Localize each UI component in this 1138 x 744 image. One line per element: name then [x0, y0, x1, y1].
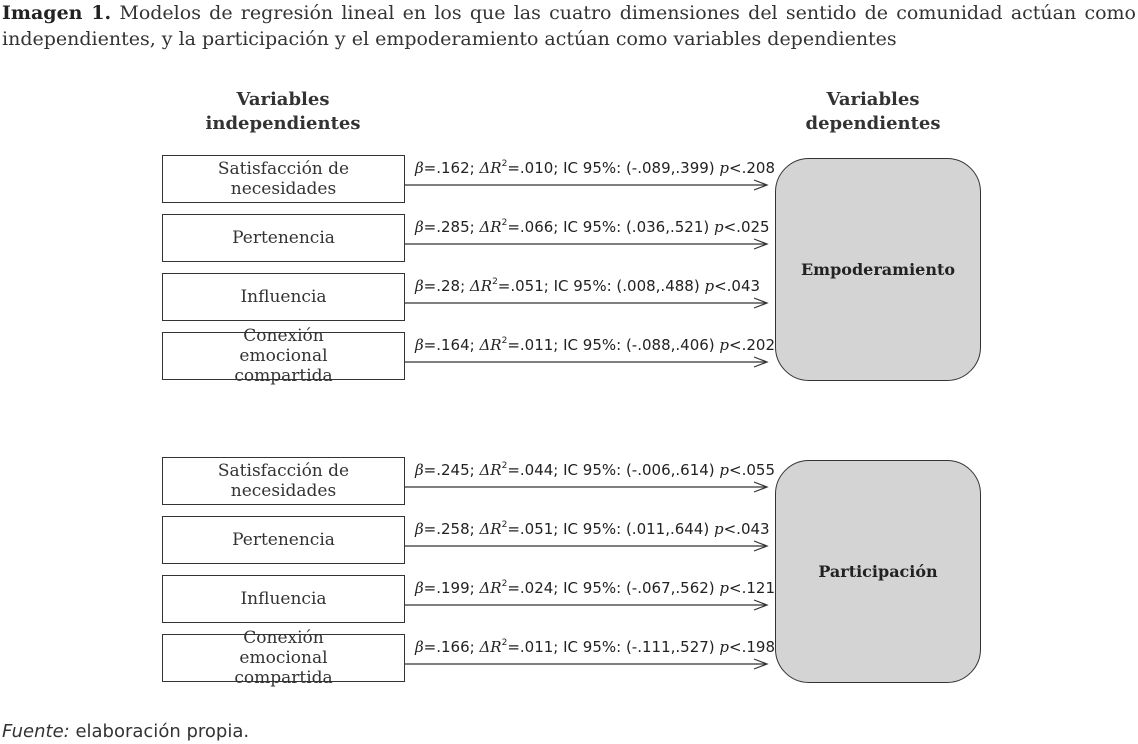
- header-independent-line1: Variables: [236, 89, 330, 110]
- r2-superscript: 2: [492, 277, 498, 287]
- r2-ci-value: =.024; IC 95%: (-.067,.562): [507, 579, 720, 597]
- p-value: <.055: [729, 461, 775, 479]
- p-symbol: p: [719, 638, 730, 656]
- independent-label: Pertenencia: [232, 530, 335, 550]
- beta-value: =.245;: [423, 461, 480, 479]
- delta-r2-symbol: ΔR: [479, 638, 502, 656]
- header-dependent-line1: Variables: [826, 89, 920, 110]
- beta-symbol: β: [415, 159, 424, 177]
- independent-label: Conexión emocional compartida: [234, 628, 333, 688]
- p-value: <.198: [729, 638, 775, 656]
- p-symbol: p: [714, 218, 724, 236]
- r2-ci-value: =.044; IC 95%: (-.006,.614): [507, 461, 720, 479]
- r2-superscript: 2: [501, 579, 508, 589]
- p-value: <.025: [723, 218, 770, 236]
- r2-ci-value: =.010; IC 95%: (-.089,.399): [507, 159, 720, 177]
- beta-symbol: β: [415, 336, 424, 354]
- r2-superscript: 2: [501, 336, 508, 346]
- beta-symbol: β: [415, 638, 424, 656]
- caption-text: Modelos de regresión lineal en los que las cuatro dimensiones del sentido de comunidad actúan como independientes, y la participación y el empoderamiento actúan como variables dependientes: [2, 2, 1136, 50]
- beta-value: =.164;: [423, 336, 480, 354]
- p-value: <.043: [714, 277, 761, 295]
- r2-superscript: 2: [501, 159, 508, 169]
- dependent-box-0: Empoderamiento: [775, 158, 981, 381]
- independent-label: Influencia: [240, 287, 327, 307]
- p-value: <.043: [723, 520, 770, 538]
- header-independent-line2: independientes: [205, 113, 361, 134]
- header-dependent-line2: dependientes: [805, 113, 941, 134]
- beta-value: =.258;: [423, 520, 480, 538]
- p-symbol: p: [719, 579, 730, 597]
- p-symbol: p: [714, 520, 724, 538]
- independent-label: Conexión emocional compartida: [234, 326, 333, 386]
- beta-symbol: β: [415, 520, 424, 538]
- beta-value: =.28;: [423, 277, 470, 295]
- r2-superscript: 2: [501, 638, 508, 648]
- delta-r2-symbol: ΔR: [479, 579, 502, 597]
- beta-value: =.285;: [423, 218, 480, 236]
- beta-value: =.166;: [423, 638, 480, 656]
- beta-symbol: β: [415, 218, 424, 236]
- r2-ci-value: =.051; IC 95%: (.011,.644): [507, 520, 714, 538]
- delta-r2-symbol: ΔR: [469, 277, 493, 295]
- p-value: <.202: [729, 336, 775, 354]
- independent-label: Satisfacción de necesidades: [217, 461, 350, 501]
- delta-r2-symbol: ΔR: [479, 520, 502, 538]
- r2-superscript: 2: [501, 520, 508, 530]
- p-symbol: p: [704, 277, 715, 295]
- independent-label: Pertenencia: [232, 228, 335, 248]
- r2-superscript: 2: [501, 461, 508, 471]
- delta-r2-symbol: ΔR: [479, 218, 502, 236]
- delta-r2-symbol: ΔR: [479, 159, 502, 177]
- beta-value: =.199;: [423, 579, 480, 597]
- r2-ci-value: =.051; IC 95%: (.008,.488): [497, 277, 705, 295]
- beta-symbol: β: [415, 277, 424, 295]
- p-symbol: p: [719, 336, 730, 354]
- p-symbol: p: [719, 159, 730, 177]
- independent-label: Satisfacción de necesidades: [217, 159, 350, 199]
- independent-label: Influencia: [240, 589, 327, 609]
- beta-symbol: β: [415, 461, 424, 479]
- r2-superscript: 2: [501, 218, 508, 228]
- r2-ci-value: =.011; IC 95%: (-.088,.406): [507, 336, 720, 354]
- caption-label: Imagen 1.: [2, 2, 112, 24]
- r2-ci-value: =.011; IC 95%: (-.111,.527): [507, 638, 720, 656]
- beta-symbol: β: [415, 579, 424, 597]
- r2-ci-value: =.066; IC 95%: (.036,.521): [507, 218, 714, 236]
- dependent-box-1: Participación: [775, 460, 981, 683]
- source-label: Fuente:: [2, 721, 70, 742]
- p-symbol: p: [719, 461, 730, 479]
- beta-value: =.162;: [423, 159, 480, 177]
- delta-r2-symbol: ΔR: [479, 336, 502, 354]
- source-text: elaboración propia.: [69, 721, 250, 742]
- delta-r2-symbol: ΔR: [479, 461, 502, 479]
- p-value: <.208: [729, 159, 775, 177]
- p-value: <.121: [729, 579, 775, 597]
